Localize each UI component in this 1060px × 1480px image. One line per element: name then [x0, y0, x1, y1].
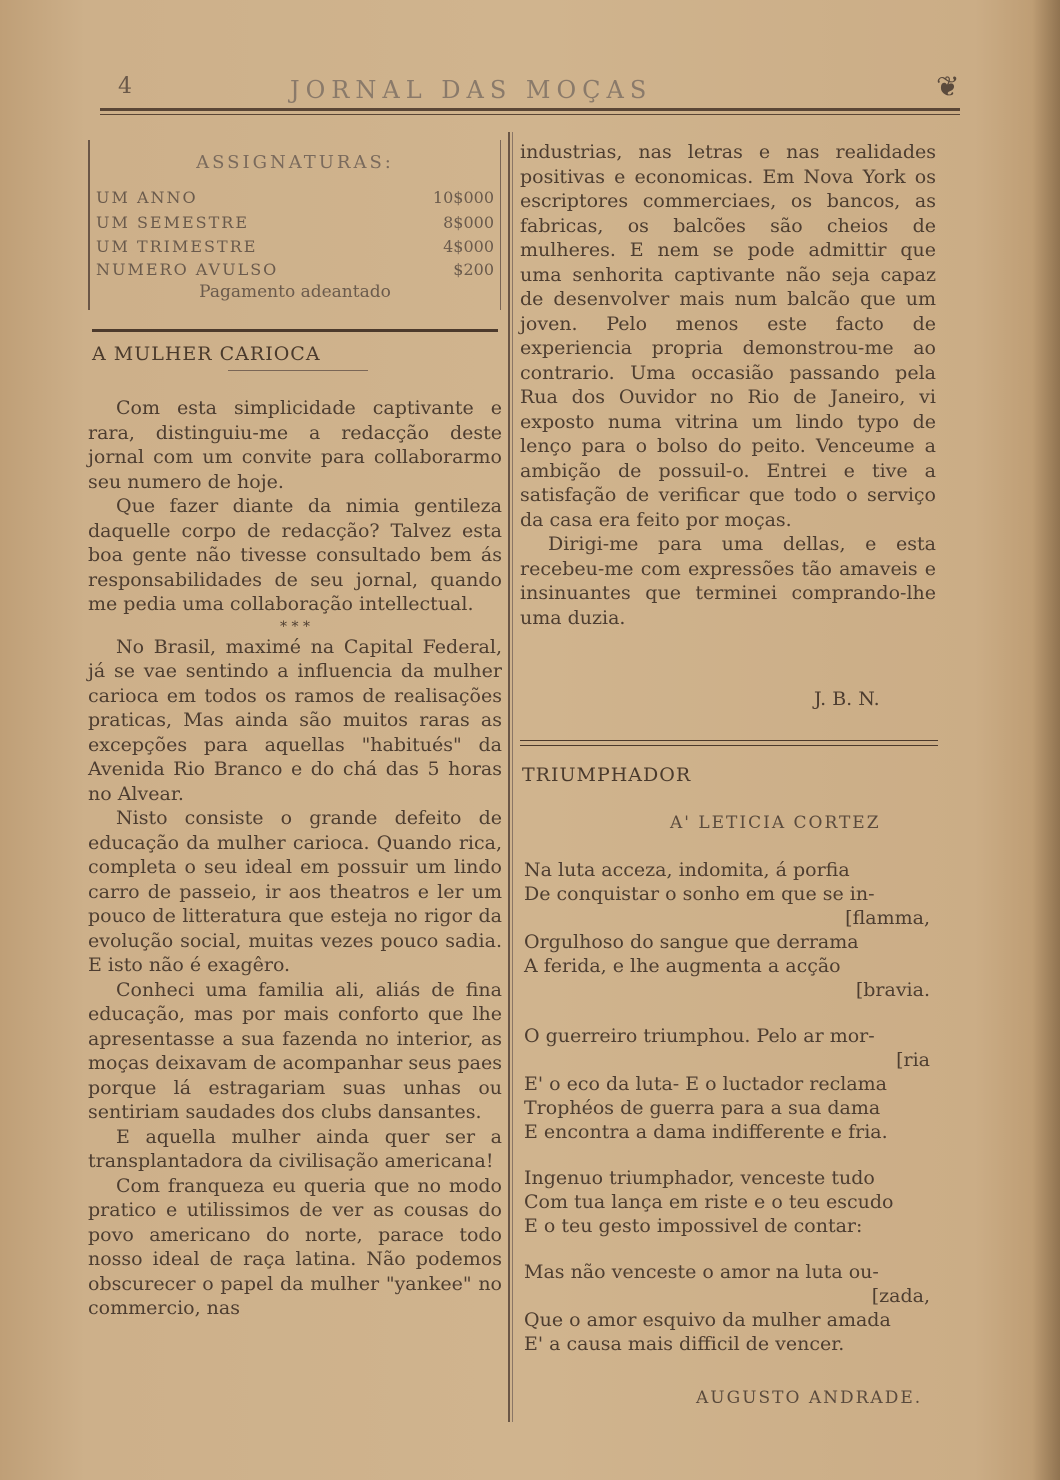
article-paragraph: Com esta simplicidade captivante e rara, distinguiu-me a redacção deste jornal com um convite para collaborarmo seu numero de hoje. — [88, 397, 502, 493]
poem-stanza — [524, 1024, 934, 1144]
column-divider — [508, 132, 510, 1422]
poem-dedication: A' LETICIA CORTEZ — [670, 813, 881, 833]
page-edge-shadow — [1032, 0, 1060, 1480]
poem-line-continuation: [bravia. — [855, 979, 930, 1001]
poem-stanza — [524, 858, 934, 1002]
subscriptions-footer: Pagamento adeantado — [199, 282, 391, 302]
column-divider-thin — [512, 132, 513, 1422]
poem-line: Orgulhoso do sangue que derrama — [524, 931, 859, 953]
subscription-row — [96, 260, 494, 279]
subscription-row — [96, 188, 494, 207]
poem-title: TRIUMPHADOR — [522, 764, 692, 786]
poem-line: Com tua lança em riste e o teu escudo — [524, 1191, 894, 1213]
article-paragraph: E aquella mulher ainda quer ser a transplantadora da civilisação americana! — [88, 1125, 502, 1172]
subscription-price: 10$000 — [432, 188, 494, 207]
article-body-right — [520, 140, 936, 630]
poem-line: E o teu gesto impossivel de contar: — [524, 1215, 863, 1237]
poem-line: De conquistar o sonho em que se in- — [524, 883, 875, 905]
subscription-label: UM TRIMESTRE — [96, 237, 258, 256]
subscription-label: UM SEMESTRE — [96, 213, 250, 232]
article-paragraph: Nisto consiste o grande defeito de educação da mulher carioca. Quando rica, completa o seu ideal em possuir um lindo carro de passeio, ir aos theatros e ler um pouco de litteratura que esteja no rigor da evolução social, muitas vezes pouco sadia. E isto não é exagêro. — [88, 807, 502, 976]
poem-line: E' a causa mais difficil de vencer. — [524, 1333, 845, 1355]
article-paragraph: industrias, nas letras e nas realidades positivas e economicas. Em Nova York os escriptores commerciaes, os bancos, as fabricas, os balcões são cheios de mulheres. E nem se pode admittir que uma senhorita captivante não seja capaz de desenvolver mais num balcão que um joven. Pelo menos este facto de experiencia propria demonstrou-me ao contrario. Uma occasião passando pela Rua dos Ouvidor no Rio de Janeiro, vi exposto numa vitrina um lindo typo de lenço para o bolso do peito. Venceume a ambição de possuil-o. Entrei e tive a satisfação de verificar que todo o serviço da casa era feito por moças. — [520, 141, 936, 531]
poem-line-continuation: [flamma, — [845, 907, 930, 929]
poem-stanza — [524, 1260, 934, 1356]
article-paragraph: No Brasil, maximé na Capital Federal, já se vae sentindo a influencia da mulher carioca em todos os ramos de realisações praticas, Mas ainda são muitos raras as excepções para aquellas "habitués" da Avenida Rio Branco e do chá das 5 horas no Alvear. — [88, 635, 502, 805]
subscription-label: UM ANNO — [96, 188, 198, 207]
poem-line: Trophéos de guerra para a sua dama — [524, 1097, 881, 1119]
subscription-price: 4$000 — [443, 237, 494, 256]
page-number: 4 — [118, 74, 132, 99]
poem-line: A ferida, e lhe augmenta a acção — [524, 955, 841, 977]
masthead-title: JORNAL DAS MOÇAS — [290, 76, 653, 104]
subscriptions-title: ASSIGNATURAS: — [196, 152, 394, 173]
poem-line: Na luta acceza, indomita, á porfia — [524, 859, 850, 881]
article-paragraph: Dirigi-me para uma dellas, e esta recebeu-me com expressões tão amaveis e insinuantes que terminei comprando-lhe uma duzia. — [520, 533, 936, 629]
poem-line: O guerreiro triumphou. Pelo ar mor- — [524, 1025, 875, 1047]
article-body-left — [88, 396, 502, 1321]
subscription-price: 8$000 — [443, 213, 494, 232]
ornament-icon: ❦ — [936, 70, 960, 103]
subscriptions-box — [88, 140, 501, 310]
title-underline — [228, 370, 368, 371]
article-paragraph: Com franqueza eu queria que no modo pratico e utilissimos de ver as cousas do povo americano do norte, parace todo nosso ideal de raça latina. Não podemos obscurecer o papel da mulher "yankee" no commercio, nas — [88, 1174, 502, 1319]
subscription-row — [96, 213, 494, 232]
poem-line: Mas não venceste o amor na luta ou- — [524, 1261, 879, 1283]
header-rule-thin — [100, 114, 960, 115]
section-rule-double — [520, 740, 938, 746]
section-break-stars: * * * — [280, 618, 310, 635]
subscription-label: NUMERO AVULSO — [96, 260, 279, 279]
poem-author: AUGUSTO ANDRADE. — [696, 1388, 923, 1408]
poem-line: E encontra a dama indifferente e fria. — [524, 1121, 888, 1143]
header-rule — [100, 108, 960, 111]
poem-line: Que o amor esquivo da mulher amada — [524, 1309, 891, 1331]
poem-body — [524, 858, 934, 1378]
poem-line-continuation: [zada, — [871, 1285, 930, 1307]
article-paragraph: Que fazer diante da nimia gentileza daquelle corpo de redacção? Talvez esta boa gente não tivesse consultado bem ás responsabilidades de seu jornal, quando me pedia uma collaboração intellectual. — [88, 495, 502, 615]
subscription-price: $200 — [453, 260, 494, 279]
poem-line: E' o eco da luta- E o luctador reclama — [524, 1073, 887, 1095]
article-paragraph: Conheci uma familia ali, aliás de fina educação, mas por mais conforto que lhe apresentasse a sua fazenda no interior, as moças deixavam de acompanhar seus paes porque lá estragariam suas unhas ou sentiriam saudades dos clubs dansantes. — [88, 978, 502, 1123]
page-header — [100, 70, 960, 106]
article-title: A MULHER CARIOCA — [92, 343, 321, 365]
subscription-row — [96, 237, 494, 256]
article-signature: J. B. N. — [814, 688, 880, 710]
poem-line-continuation: [ria — [896, 1049, 930, 1071]
section-rule — [92, 329, 498, 332]
poem-line: Ingenuo triumphador, venceste tudo — [524, 1167, 875, 1189]
poem-stanza — [524, 1166, 934, 1238]
